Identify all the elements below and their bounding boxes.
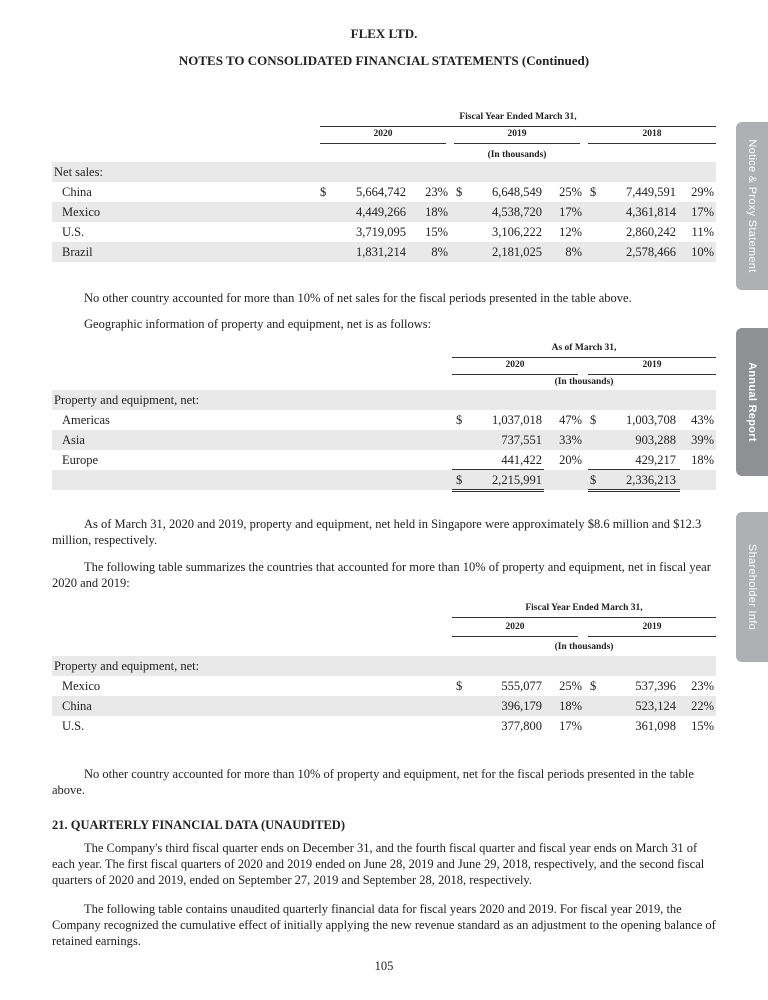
units-label: (In thousands) [554,642,614,652]
value-2020: 396,179 [501,699,542,713]
table-row [52,222,716,242]
header-rule [452,636,578,637]
table-row-total [52,470,716,490]
row-label: Mexico [62,205,101,219]
header-rule [320,126,716,127]
percent-2019: 17% [559,205,582,219]
currency-symbol: $ [456,473,463,487]
table-row [52,202,716,222]
value-2018: 2,578,466 [626,245,676,259]
row-label: Brazil [62,245,93,259]
table-row [52,430,716,450]
currency-symbol: $ [320,185,327,199]
row-label: Europe [62,453,99,467]
year-header: 2019 [642,360,662,370]
percent-2019: 12% [559,225,582,239]
header-rule [588,636,716,637]
year-header: 2018 [642,129,662,139]
table-group-header: As of March 31, [551,343,617,353]
percent-2019: 18% [691,453,714,467]
tab-label: Shareholder Info [746,543,758,631]
header-rule [320,143,446,144]
section-label: Net sales: [54,165,103,179]
value-2019: 4,538,720 [492,205,542,219]
section-label: Property and equipment, net: [54,659,200,673]
table-group-header: Fiscal Year Ended March 31, [459,112,577,122]
paragraph: The following table contains unaudited quarterly financial data for fiscal years 2020 and 2019. For fiscal year 2019, the Company recognized the cumulative effect of initially applying the new revenue standard as an adjustment to the opening balance of retained earnings. [52,902,716,948]
value-2019: 6,648,549 [492,185,542,199]
row-label: U.S. [62,719,85,733]
percent-2020: 18% [559,699,582,713]
value-2019: 523,124 [635,699,676,713]
value-2020: 737,551 [501,433,542,447]
percent-2018: 17% [691,205,714,219]
tab-notice-proxy-statement[interactable] [736,122,768,290]
table-row [52,182,716,202]
paragraph: The Company's third fiscal quarter ends on December 31, and the fourth fiscal quarter and fiscal year ends on March 31 of each year. The first fiscal quarters of 2020 and 2019 ended on June 28, 2019 and June 29, 2018, respectively, and the second fiscal quarters of 2020 and 2019, ended on September 27, 2019 and September 28, 2018, respectively. [52,841,705,887]
value-2020: 4,449,266 [356,205,406,219]
tab-label: Annual Report [746,362,758,442]
table-group-header: Fiscal Year Ended March 31, [525,603,643,613]
value-2018: 7,449,591 [626,185,676,199]
row-label: Mexico [62,679,101,693]
percent-2020: 33% [559,433,582,447]
percent-2020: 8% [431,245,448,259]
percent-2019: 15% [691,719,714,733]
row-label: China [62,699,92,713]
value-2020: 3,719,095 [356,225,406,239]
double-rule [452,489,544,492]
value-2020: 5,664,742 [356,185,406,199]
currency-symbol: $ [456,185,463,199]
percent-2018: 29% [691,185,714,199]
header-rule [452,357,716,358]
percent-2020: 15% [425,225,448,239]
percent-2018: 11% [691,225,714,239]
percent-2020: 17% [559,719,582,733]
value-2020: 377,800 [501,719,542,733]
units-label: (In thousands) [554,377,614,387]
percent-2020: 18% [425,205,448,219]
year-header: 2020 [373,129,393,139]
value-2019: 903,288 [635,433,676,447]
value-2018: 4,361,814 [626,205,676,219]
page-title: NOTES TO CONSOLIDATED FINANCIAL STATEMENTS (Continued) [178,53,590,68]
year-header: 2019 [642,622,662,632]
percent-2020: 23% [425,185,448,199]
percent-2019: 25% [559,185,582,199]
table-row [52,696,716,716]
paragraph: No other country accounted for more than 10% of net sales for the fiscal periods presented in the table above. [84,291,632,305]
percent-2019: 22% [691,699,714,713]
units-label: (In thousands) [487,150,547,160]
page-number: 105 [374,959,394,973]
percent-2020: 47% [559,413,582,427]
paragraph: No other country accounted for more than 10% of property and equipment, net for the fiscal periods presented in the table above. [52,767,694,797]
header-rule [454,143,580,144]
value-2020: 555,077 [501,679,542,693]
value-2019: 3,106,222 [492,225,542,239]
percent-2019: 8% [565,245,582,259]
year-header: 2020 [505,622,525,632]
row-label: Asia [62,433,85,447]
total-2020: 2,215,991 [492,473,542,487]
value-2020: 441,422 [501,453,542,467]
paragraph: The following table summarizes the countries that accounted for more than 10% of property and equipment, net in fiscal year 2020 and 2019: [52,560,711,590]
header-rule [588,374,716,375]
table-row [52,390,716,410]
table-row [52,410,716,430]
value-2020: 1,831,214 [356,245,406,259]
currency-symbol: $ [590,473,597,487]
row-label: Americas [62,413,110,427]
percent-2020: 20% [559,453,582,467]
percent-2019: 23% [691,679,714,693]
tab-label: Notice & Proxy Statement [746,139,758,273]
value-2019: 1,003,708 [626,413,676,427]
header-rule [452,374,578,375]
table-row [52,716,716,736]
row-label: China [62,185,92,199]
section-heading: 21. QUARTERLY FINANCIAL DATA (UNAUDITED) [52,818,345,832]
value-2019: 537,396 [635,679,676,693]
section-label: Property and equipment, net: [54,393,200,407]
percent-2018: 10% [691,245,714,259]
table-row [52,162,716,182]
company-name: FLEX LTD. [350,26,418,41]
tab-shareholder-info[interactable] [736,512,768,662]
table-row [52,656,716,676]
currency-symbol: $ [456,679,463,693]
table-row [52,450,716,470]
header-rule [452,617,716,618]
percent-2020: 25% [559,679,582,693]
paragraph: As of March 31, 2020 and 2019, property and equipment, net held in Singapore were approximately $8.6 million and $12.3 million, respectively. [52,517,702,547]
value-2020: 1,037,018 [492,413,542,427]
percent-2019: 39% [691,433,714,447]
currency-symbol: $ [456,413,463,427]
table-row [52,676,716,696]
currency-symbol: $ [590,679,597,693]
year-header: 2020 [505,360,525,370]
tab-annual-report[interactable] [736,328,768,476]
double-rule [588,489,680,492]
value-2019: 2,181,025 [492,245,542,259]
currency-symbol: $ [590,185,597,199]
paragraph: Geographic information of property and equipment, net is as follows: [84,317,432,331]
table-row [52,242,716,262]
row-label: U.S. [62,225,85,239]
year-header: 2019 [507,129,527,139]
value-2019: 429,217 [635,453,676,467]
percent-2019: 43% [691,413,714,427]
total-2019: 2,336,213 [626,473,676,487]
currency-symbol: $ [590,413,597,427]
value-2018: 2,860,242 [626,225,676,239]
value-2019: 361,098 [635,719,676,733]
header-rule [588,143,716,144]
